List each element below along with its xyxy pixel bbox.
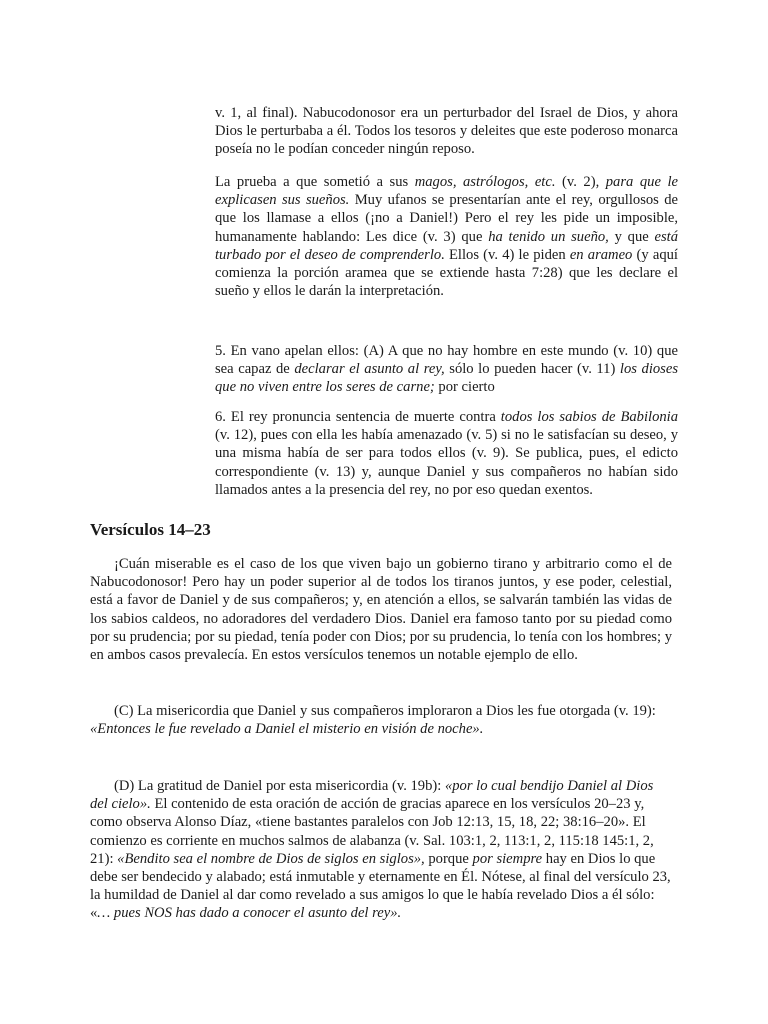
- text: (C) La misericordia que Daniel y sus compañeros imploraron a Dios les fue otorgada (v. 19):: [114, 703, 656, 719]
- section-heading: Versículos 14–23: [90, 520, 211, 539]
- text: (D) La gratitud de Daniel por esta misericordia (v. 19b):: [114, 778, 445, 794]
- italic-text: los dioses que no viven entre los seres de carne;: [215, 361, 679, 396]
- text: ¡Cuán miserable es el caso de los que viven bajo un gobierno tirano y arbitrario como el de Nabucodonosor! Pero hay un poder superior al de todos los tiranos juntos, y ese poder, celestial, está a favor de Daniel y de sus compañeros; y, en atención a ellos, se salvarán también las vidas de los sabios caldeos, no adoradores del verdadero Dios. Daniel era famoso tanto por su piedad como por su prudencia; por su piedad, tenía poder con Dios; por su prudencia, lo tenía con los hombres; y en ambos casos prevalecía. En estos versículos tenemos un notable ejemplo de ello.: [90, 556, 672, 664]
- text: El contenido de esta oración de acción de gracias aparece en los versículos 20–23 y, como observa Alonso Díaz, «tiene bastantes paralelos con Job 12:13, 15, 18, 22; 38:16–20». El comienzo es corriente en muchos salmos de alabanza (v. Sal. 103:1, 2, 113:1, 2, 115:18 145:1, 2, 21):: [90, 796, 654, 867]
- text: hay en Dios lo que debe ser bendecido y alabado; está inmutable y eternamente en Él. Nótese, al final del versículo 23, la humildad de Daniel al dar como revelado a sus amigos lo que le había revelado Dios a él sólo: «: [90, 850, 671, 922]
- paragraph-point-d: [90, 777, 672, 923]
- italic-text: por siempre: [472, 850, 543, 867]
- paragraph-point-5: [215, 342, 678, 397]
- paragraph-v1-end: [215, 104, 678, 159]
- text: 5. En vano apelan ellos: (A) A que no hay hombre en este mundo (v. 10) que sea capaz de: [215, 343, 678, 378]
- text: (v. 12), pues con ella les había amenazado (v. 5) si no le satisfacían su deseo, y una misma había de ser para todos ellos (v. 9). Se publica, pues, el edicto correspondiente (v. 13) y, aunque Daniel y sus compañeros no habían sido llamados antes a la presencia del rey, no por eso quedan exentos.: [215, 427, 678, 498]
- italic-text: «Entonces le fue revelado a Daniel el misterio en visión de noche».: [90, 721, 484, 738]
- italic-text: magos, astrólogos, etc.: [414, 174, 556, 190]
- italic-text: ha tenido un sueño,: [488, 228, 609, 245]
- italic-text: en arameo: [569, 246, 633, 263]
- text: sólo lo pueden hacer (v. 11): [444, 361, 620, 378]
- italic-text: para que le explicasen sus sueños.: [215, 174, 678, 209]
- italic-text: todos los sabios de Babilonia: [500, 409, 679, 425]
- italic-text: «Bendito sea el nombre de Dios de siglos en siglos»,: [117, 850, 425, 867]
- text: v. 1, al final). Nabucodonosor era un perturbador del Israel de Dios, y ahora Dios le perturbaba a él. Todos los tesoros y deleites que este poderoso monarca poseía no le podían conceder ningún reposo.: [215, 105, 678, 158]
- italic-text: está turbado por el deseo de comprenderlo.: [215, 228, 678, 263]
- text: Muy ufanos se presentarían ante el rey, orgullosos de que los llamase a ellos (¡no a Daniel!) Pero el rey les pide un imposible, humanamente hablando: Les dice (v. 3) que: [215, 192, 678, 245]
- paragraph-intro: [90, 555, 672, 664]
- text: y que: [608, 228, 655, 245]
- paragraph-prueba: [215, 173, 678, 300]
- text: (v. 2),: [555, 174, 606, 190]
- paragraph-point-c: [90, 702, 672, 738]
- text: 6. El rey pronuncia sentencia de muerte contra: [215, 409, 501, 425]
- text: (y aquí comienza la porción aramea que se extiende hasta 7:28) que les declare el sueño y ellos le darán la interpretación.: [215, 246, 678, 300]
- text: Ellos (v. 4) le piden: [444, 246, 570, 263]
- text: La prueba a que sometió a sus: [215, 174, 415, 190]
- italic-text: «por lo cual bendijo Daniel al Dios del cielo».: [90, 778, 654, 813]
- italic-text: declarar el asunto al rey,: [294, 361, 445, 378]
- text: porque: [424, 850, 473, 867]
- italic-text: … pues NOS has dado a conocer el asunto del rey».: [97, 905, 402, 922]
- paragraph-point-6: [215, 408, 678, 499]
- text: por cierto: [434, 379, 495, 396]
